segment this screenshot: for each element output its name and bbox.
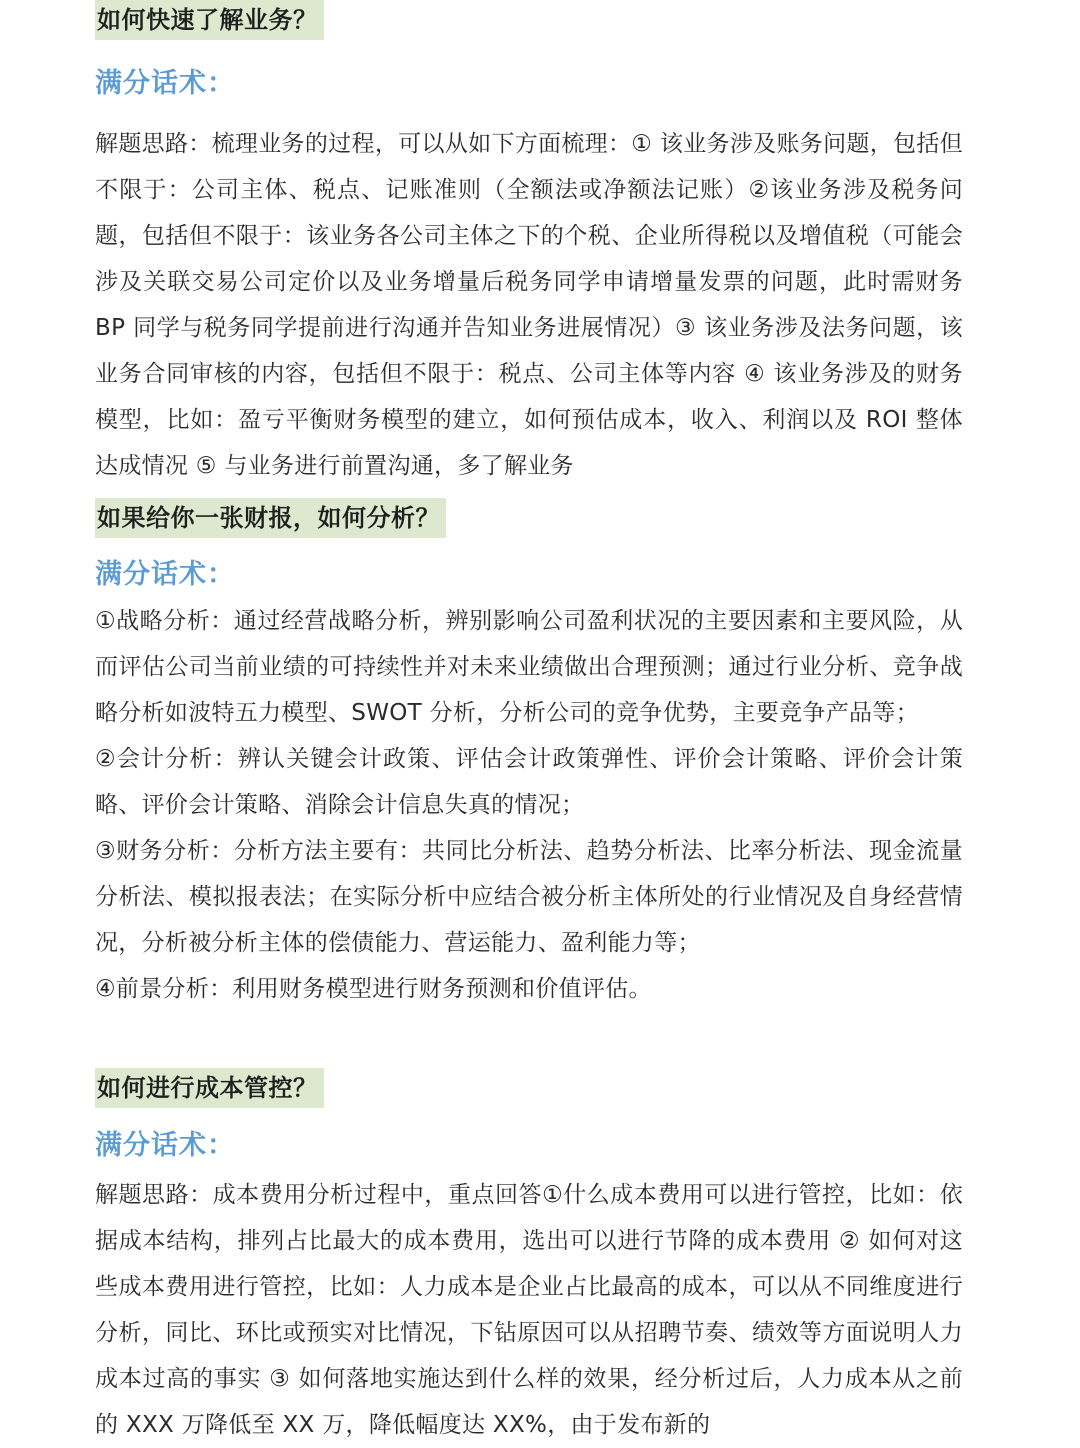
question-title: 如何进行成本管控？ <box>95 1068 324 1108</box>
section-understand-business <box>95 0 965 479</box>
answer-paragraph: ④前景分析：利用财务模型进行财务预测和价值评估。 <box>95 976 652 1002</box>
answer-label: 满分话术： <box>95 1130 235 1161</box>
answer-paragraph: ①战略分析：通过经营战略分析，辨别影响公司盈利状况的主要因素和主要风险，从而评估公司当前业绩的可持续性并对未来业绩做出合理预测；通过行业分析、竞争战略分析如波特五力模型、SWOT 分析，分析公司的竞争优势，主要竞争产品等； <box>95 608 963 726</box>
section-financial-report <box>95 498 965 1002</box>
section-cost-control <box>95 1068 965 1438</box>
answer-paragraph: 解题思路：成本费用分析过程中，重点回答①什么成本费用可以进行管控，比如：依据成本结构，排列占比最大的成本费用，选出可以进行节降的成本费用 ② 如何对这些成本费用进行管控，比如：人力成本是企业占比最高的成本，可以从不同维度进行分析，同比、环比或预实对比情况，下钻原因可以从招聘节奏、绩效等方面说明人力成本过高的事实 ③ 如何落地实施达到什么样的效果，经分析过后，人力成本从之前的 XXX 万降低至 XX 万，降低幅度达 XX%，由于发布新的 <box>95 1182 963 1438</box>
answer-body <box>95 598 963 1012</box>
question-title: 如何快速了解业务？ <box>95 0 324 40</box>
answer-label: 满分话术： <box>95 559 235 590</box>
answer-paragraph: ②会计分析：辨认关键会计政策、评估会计政策弹性、评价会计策略、评价会计策略、评价会计策略、消除会计信息失真的情况； <box>95 746 963 818</box>
answer-paragraph: 解题思路：梳理业务的过程，可以从如下方面梳理：① 该业务涉及账务问题，包括但不限于：公司主体、税点、记账准则（全额法或净额法记账）②该业务涉及税务问题，包括但不限于：该业务各公司主体之下的个税、企业所得税以及增值税（可能会涉及关联交易公司定价以及业务增量后税务同学申请增量发票的问题，此时需财务 BP 同学与税务同学提前进行沟通并告知业务进展情况）③ 该业务涉及法务问题，该业务合同审核的内容，包括但不限于：税点、公司主体等内容 ④ 该业务涉及的财务模型，比如：盈亏平衡财务模型的建立，如何预估成本，收入、利润以及 ROI 整体达成情况 ⑤ 与业务进行前置沟通，多了解业务 <box>95 131 963 479</box>
answer-paragraph: ③财务分析：分析方法主要有：共同比分析法、趋势分析法、比率分析法、现金流量分析法、模拟报表法；在实际分析中应结合被分析主体所处的行业情况及自身经营情况，分析被分析主体的偿债能力、营运能力、盈利能力等； <box>95 838 963 956</box>
question-title: 如果给你一张财报，如何分析？ <box>95 498 446 538</box>
answer-label: 满分话术： <box>95 68 235 99</box>
